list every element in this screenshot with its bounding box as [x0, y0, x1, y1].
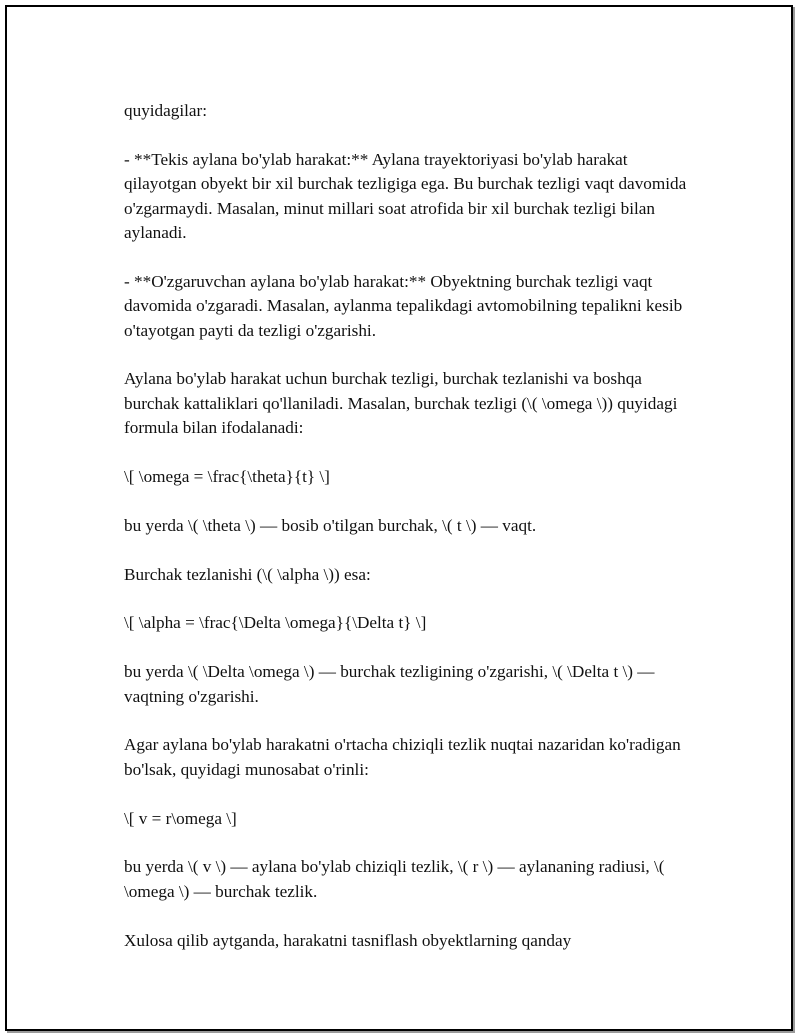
paragraph-angular-quantities: Aylana bo'ylab harakat uchun burchak tezligi, burchak tezlanishi va boshqa burchak kattaliklari qo'llaniladi. Masalan, burchak tezligi (\( \omega \)) quyidagi formula bilan ifodalanadi:: [124, 369, 682, 438]
paragraph-linear-velocity-terms: bu yerda \( v \) — aylana bo'ylab chiziqli tezlik, \( r \) — aylananing radiusi, \( \omega \) — burchak tezlik.: [124, 857, 669, 901]
page-frame: [5, 5, 793, 1031]
paragraph-linear-speed-relation: Agar aylana bo'ylab harakatni o'rtacha chiziqli tezlik nuqtai nazaridan ko'radigan bo'lsak, quyidagi munosabat o'rinli:: [124, 735, 685, 779]
paragraph-uniform-circular-motion: - **Tekis aylana bo'ylab harakat:** Aylana trayektoriyasi bo'ylab harakat qilayotgan obyekt bir xil burchak tezligiga ega. Bu burchak tezligi vaqt davomida o'zgarmaydi. Masalan, minut millari soat atrofida bir xil burchak tezligi bilan aylanadi.: [124, 149, 691, 243]
formula-angular-velocity: \[ \omega = \frac{\theta}{t} \]: [124, 467, 330, 487]
paragraph-angular-acceleration-terms: bu yerda \( \Delta \omega \) — burchak tezligining o'zgarishi, \( \Delta t \) — vaqtning o'zgarishi.: [124, 662, 659, 706]
formula-linear-velocity: \[ v = r\omega \]: [124, 808, 237, 828]
formula-angular-acceleration: \[ \alpha = \frac{\Delta \omega}{\Delta t} \]: [124, 613, 427, 633]
paragraph-angular-velocity-terms: bu yerda \( \theta \) — bosib o'tilgan burchak, \( t \) — vaqt.: [124, 515, 537, 535]
paragraph-variable-circular-motion: - **O'zgaruvchan aylana bo'ylab harakat:** Obyektning burchak tezligi vaqt davomida o'zgaradi. Masalan, aylanma tepalikdagi avtomobilning tepalikni kesib o'tayotgan payti da tezligi o'zgarishi.: [124, 271, 687, 340]
paragraph-angular-acceleration: Burchak tezlanishi (\( \alpha \)) esa:: [124, 564, 371, 584]
paragraph-conclusion: Xulosa qilib aytganda, harakatni tasniflash obyektlarning qanday: [124, 930, 572, 950]
document-body: [124, 99, 694, 953]
paragraph-intro: quyidagilar:: [124, 101, 208, 120]
